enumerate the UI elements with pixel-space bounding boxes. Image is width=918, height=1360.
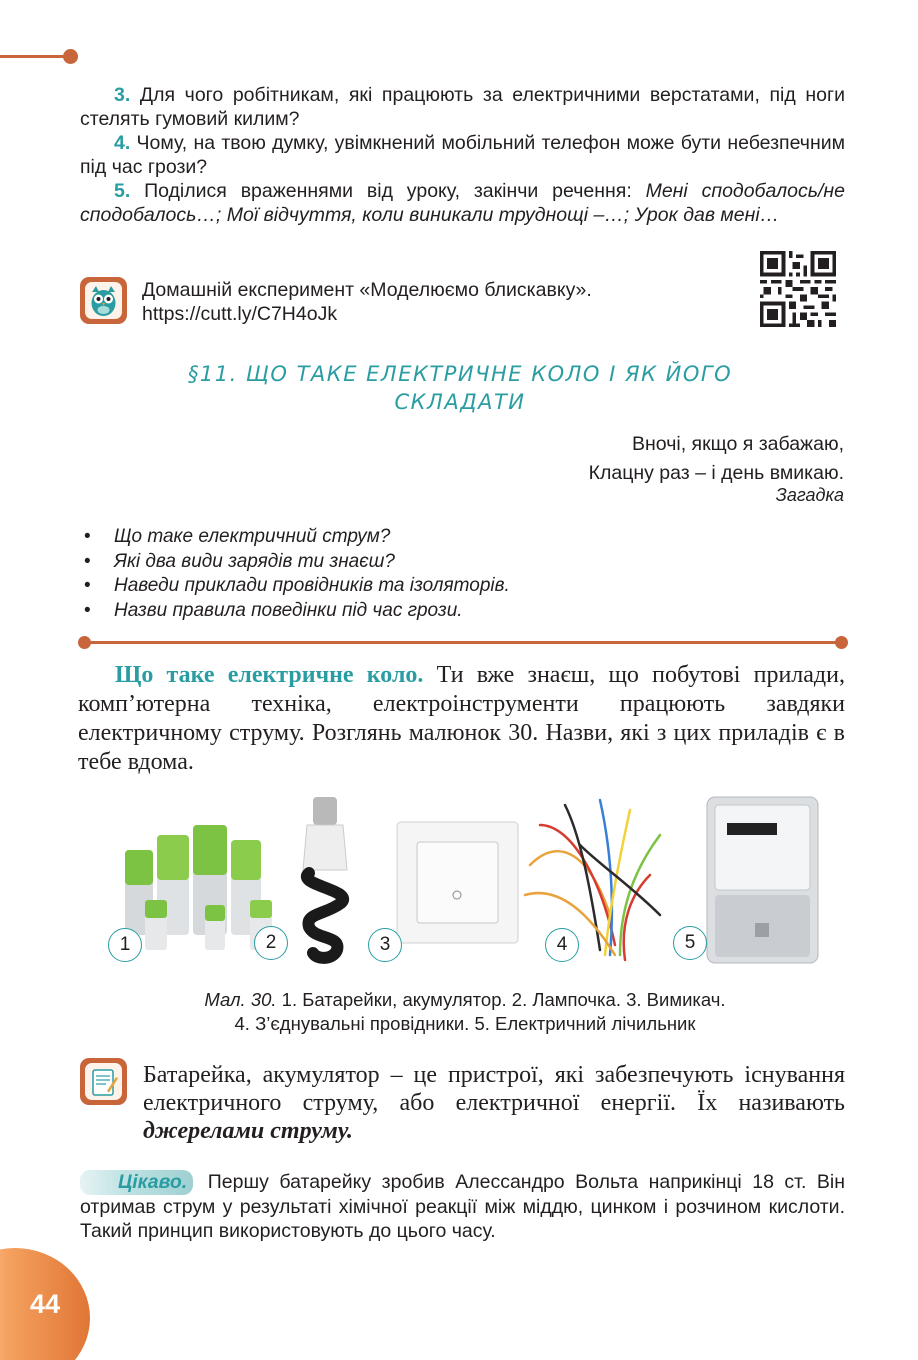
figure-caption: Мал. 30. 1. Батарейки, акумулятор. 2. Лампочка. 3. Вимикач. 4. З’єднувальні провідники. 5. Електричний лічильник	[204, 989, 726, 1034]
figure-label-4: 4	[545, 928, 579, 962]
review-questions	[82, 525, 782, 623]
question-5: 5. Поділися враженнями від уроку, закінчи речення: Мені сподобалось/не сподобалось…; Мої відчуття, коли виникали труднощі –…; Урок дав мені…	[80, 180, 845, 226]
divider-line	[84, 641, 840, 644]
switch-image	[395, 820, 520, 945]
owl-icon	[80, 277, 127, 324]
definition-note: Батарейка, акумулятор – це пристрої, які забезпечують існування електричного струму, або електричної енергії. Їх називають джерелами струму.	[143, 1062, 845, 1144]
page-number: 44	[29, 1289, 61, 1319]
divider-dot-left	[78, 636, 91, 649]
intro-heading: Що таке електричне коло.	[115, 662, 424, 688]
experiment-title: Домашній експеримент «Моделюємо блискавку».	[142, 279, 592, 301]
lamp-image	[285, 795, 365, 965]
notepad-icon	[80, 1058, 127, 1105]
list-item: • Назви правила поведінки під час грози.	[82, 599, 782, 624]
riddle-source: Загадка	[775, 485, 844, 505]
question-3: 3. Для чого робітникам, які працюють за електричними верстатами, під ноги стелять гумовий килим?	[80, 84, 846, 130]
divider-dot-right	[835, 636, 848, 649]
top-decor-line	[0, 55, 70, 58]
section-title: §11. ЩО ТАКЕ ЕЛЕКТРИЧНЕ КОЛО І ЯК ЙОГО СКЛАДАТИ	[187, 362, 733, 414]
home-experiment	[142, 278, 702, 326]
list-item: • Що таке електричний струм?	[82, 525, 782, 550]
interesting-fact: Цікаво. Першу батарейку зробив Алессандро Вольта наприкінці 18 ст. Він отримав струм у результаті хімічної реакції між міддю, цинком і розчином кислоти. Такий принцип використовують до цього часу.	[80, 1171, 845, 1242]
questions-block	[80, 83, 845, 227]
figure-label-5: 5	[673, 926, 707, 960]
qr-code[interactable]	[760, 251, 836, 327]
fact-label: Цікаво.	[80, 1170, 193, 1195]
top-decor-dot	[63, 49, 78, 64]
figure-label-1: 1	[108, 928, 142, 962]
figure-label-2: 2	[254, 926, 288, 960]
riddle: Вночі, якщо я забажаю, Клацну раз – і день вмикаю.	[588, 433, 844, 484]
electric-meter-image	[705, 795, 820, 965]
list-item: • Наведи приклади провідників та ізоляторів.	[82, 574, 782, 599]
intro-paragraph: Що таке електричне коло. Ти вже знаєш, що побутові прилади, комп’ютерна техніка, електроінструменти працюють завдяки електричному струму. Розглянь малюнок 30. Назви, які з цих приладів є в тебе вдома.	[78, 662, 845, 775]
list-item: • Які два види зарядів ти знаєш?	[82, 550, 782, 575]
experiment-link[interactable]: https://cutt.ly/C7H4oJk	[142, 303, 338, 325]
key-term: джерелами струму.	[143, 1118, 353, 1144]
question-4: 4. Чому, на твою думку, увімкнений мобільний телефон може бути небезпечним під час грози?	[80, 132, 846, 178]
figure-30	[100, 795, 845, 970]
figure-label-3: 3	[368, 928, 402, 962]
wires-image	[520, 795, 670, 965]
